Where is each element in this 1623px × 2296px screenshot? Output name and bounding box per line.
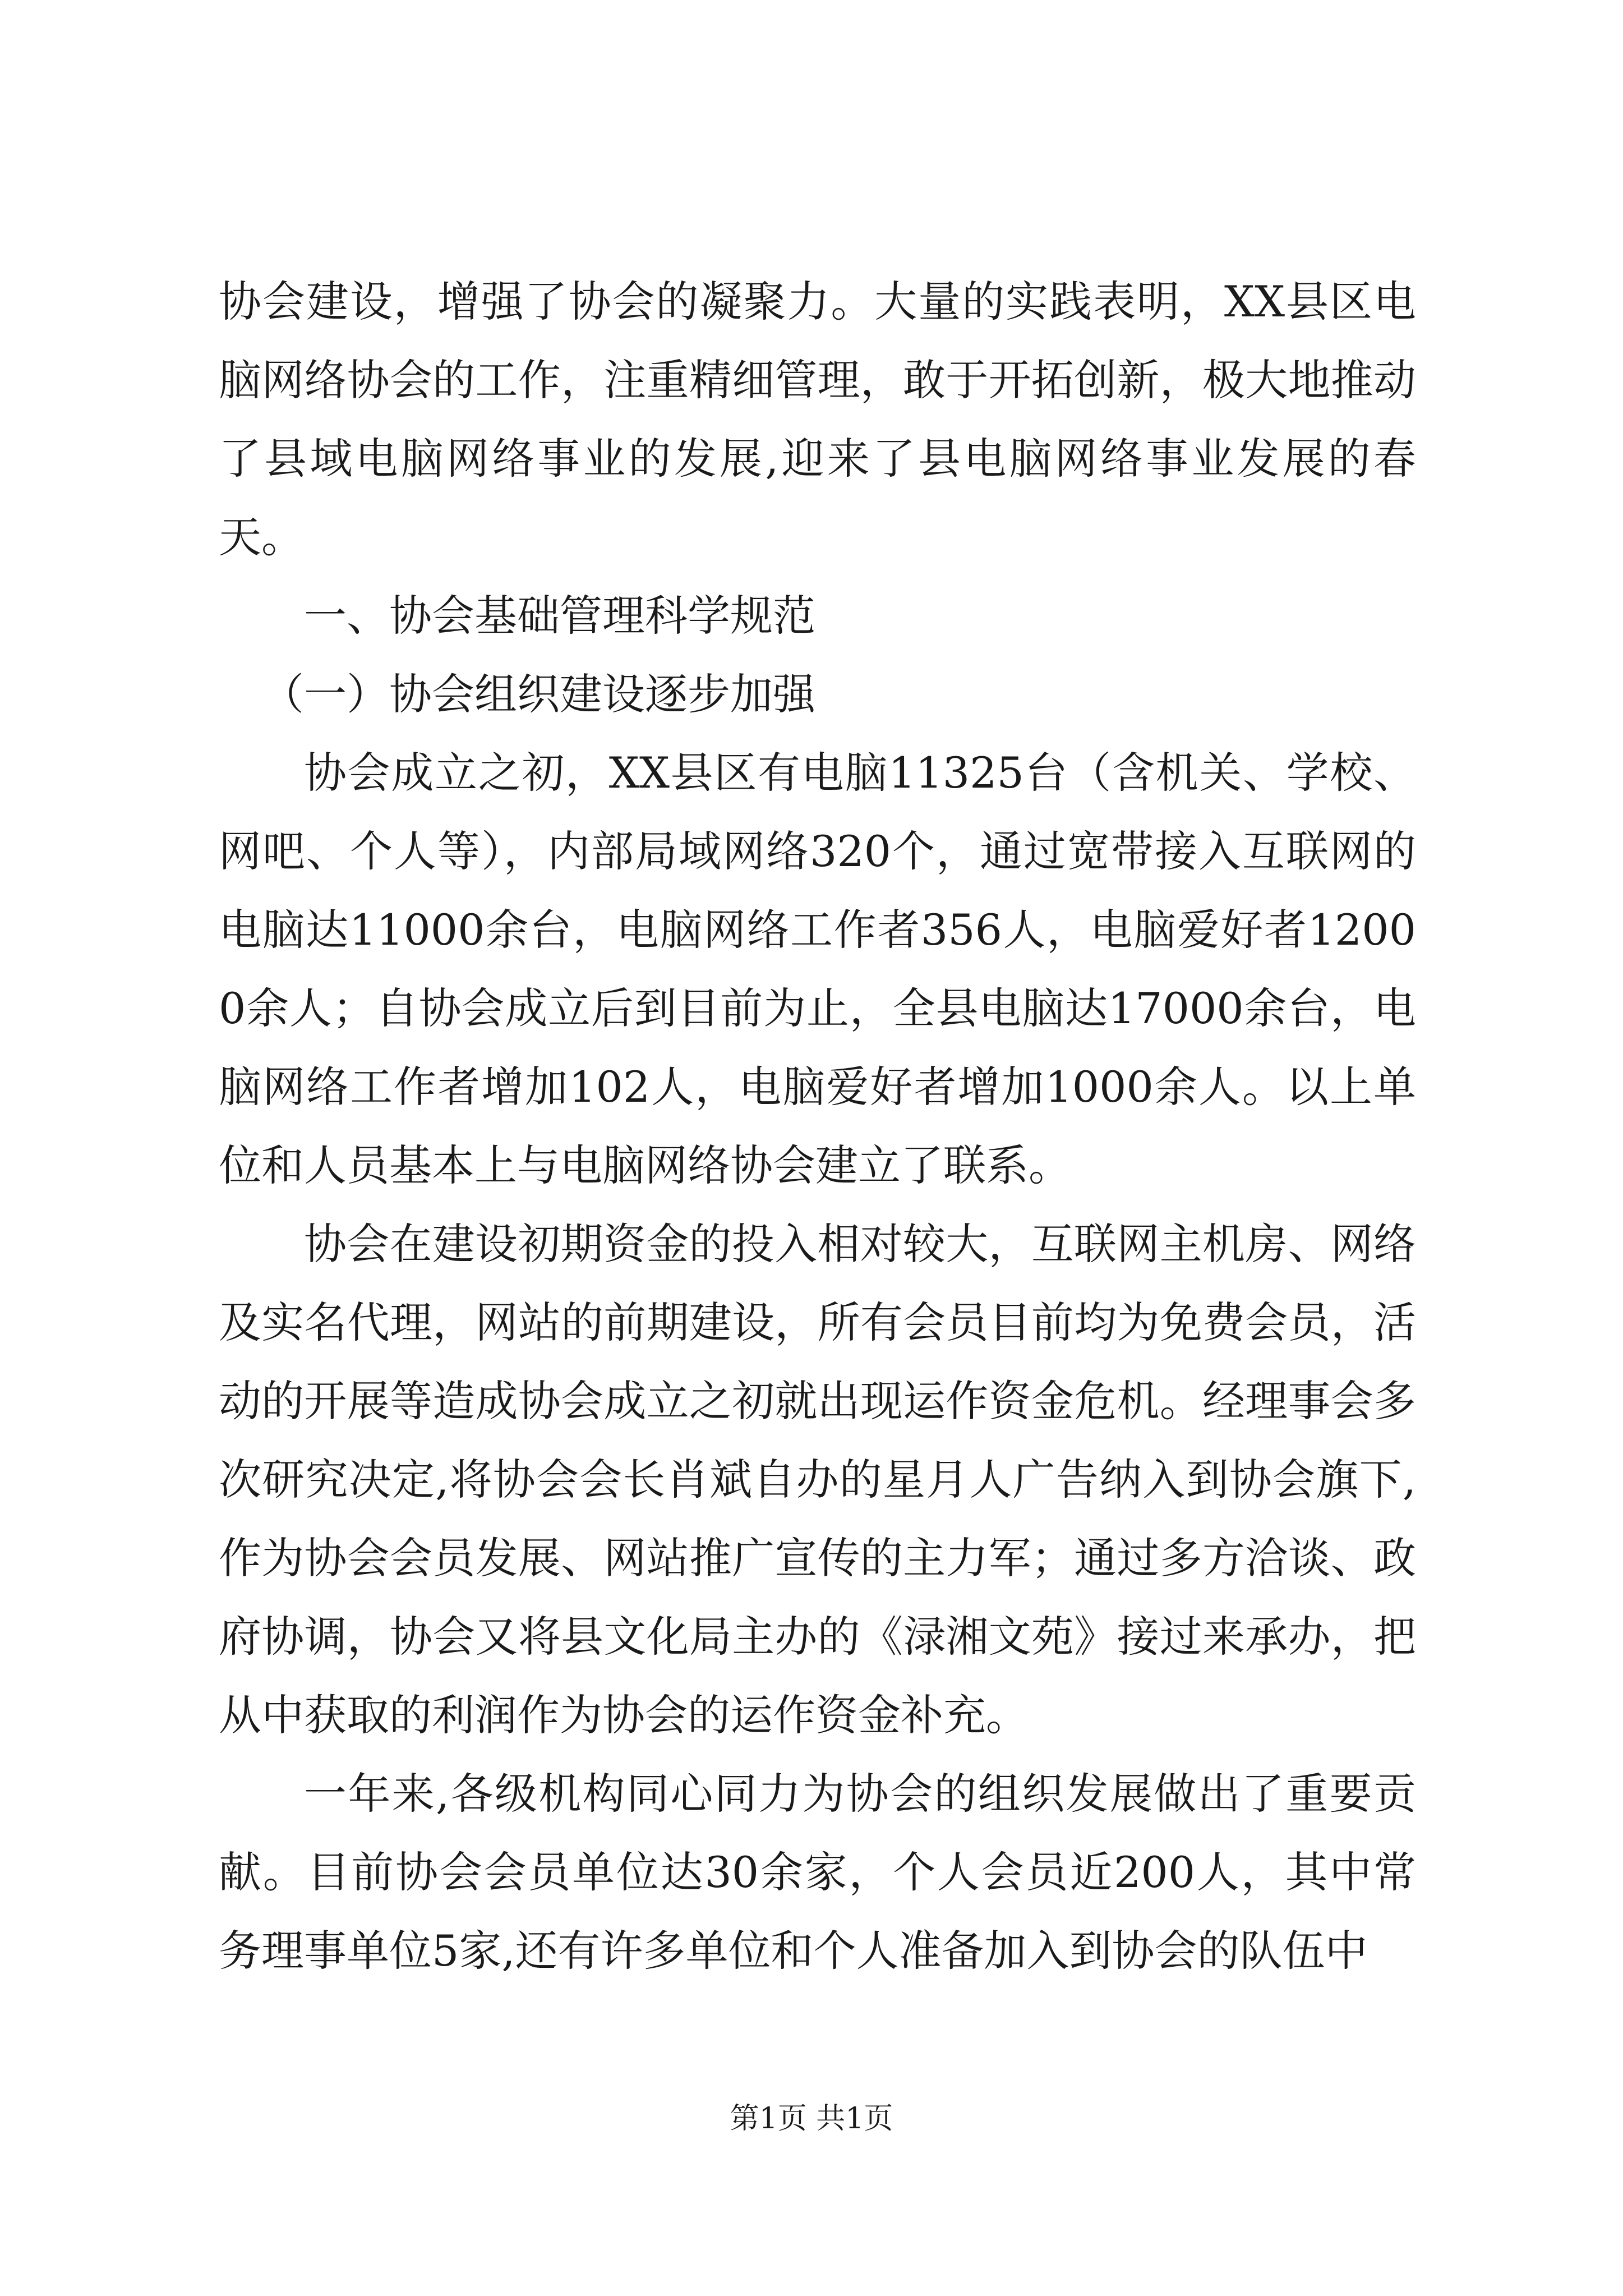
paragraph-body: 协会在建设初期资金的投入相对较大，互联网主机房、网络及实名代理，网站的前期建设，所有会员目前均为免费会员，活动的开展等造成协会成立之初就出现运作资金危机。经理事会多次研究决定,将协会会长肖斌自办的星月人广告纳入到协会旗下,作为协会会员发展、网站推广宣传的主力军；通过多方洽谈、政府协调，协会又将县文化局主办的《渌湘文苑》接过来承办，把从中获取的利润作为协会的运作资金补充。	[219, 1219, 1416, 1740]
document-body	[219, 263, 1416, 1990]
page-footer	[0, 2099, 1623, 2138]
paragraph-body: 一年来,各级机构同心同力为协会的组织发展做出了重要贡献。目前协会会员单位达30余家，个人会员近200人，其中常务理事单位5家,还有许多单位和个人准备加入到协会的队伍中	[219, 1769, 1416, 1976]
paragraph-body: 协会成立之初，XX县区有电脑11325台（含机关、学校、网吧、个人等），内部局域网络320个，通过宽带接入互联网的电脑达11000余台，电脑网络工作者356人，电脑爱好者12000余人；自协会成立后到目前为止，全县电脑达17000余台，电脑网络工作者增加102人，电脑爱好者增加1000余人。以上单位和人员基本上与电脑网络协会建立了联系。	[219, 748, 1416, 1190]
subsection-heading: （一）协会组织建设逐步加强	[261, 669, 815, 719]
page-number-label: 第1页 共1页	[730, 2102, 893, 2136]
paragraph-continuation: 协会建设，增强了协会的凝聚力。大量的实践表明，XX县区电脑网络协会的工作，注重精细管理，敢于开拓创新，极大地推动了县域电脑网络事业的发展,迎来了县电脑网络事业发展的春天。	[219, 277, 1416, 562]
section-heading: 一、协会基础管理科学规范	[304, 591, 815, 641]
